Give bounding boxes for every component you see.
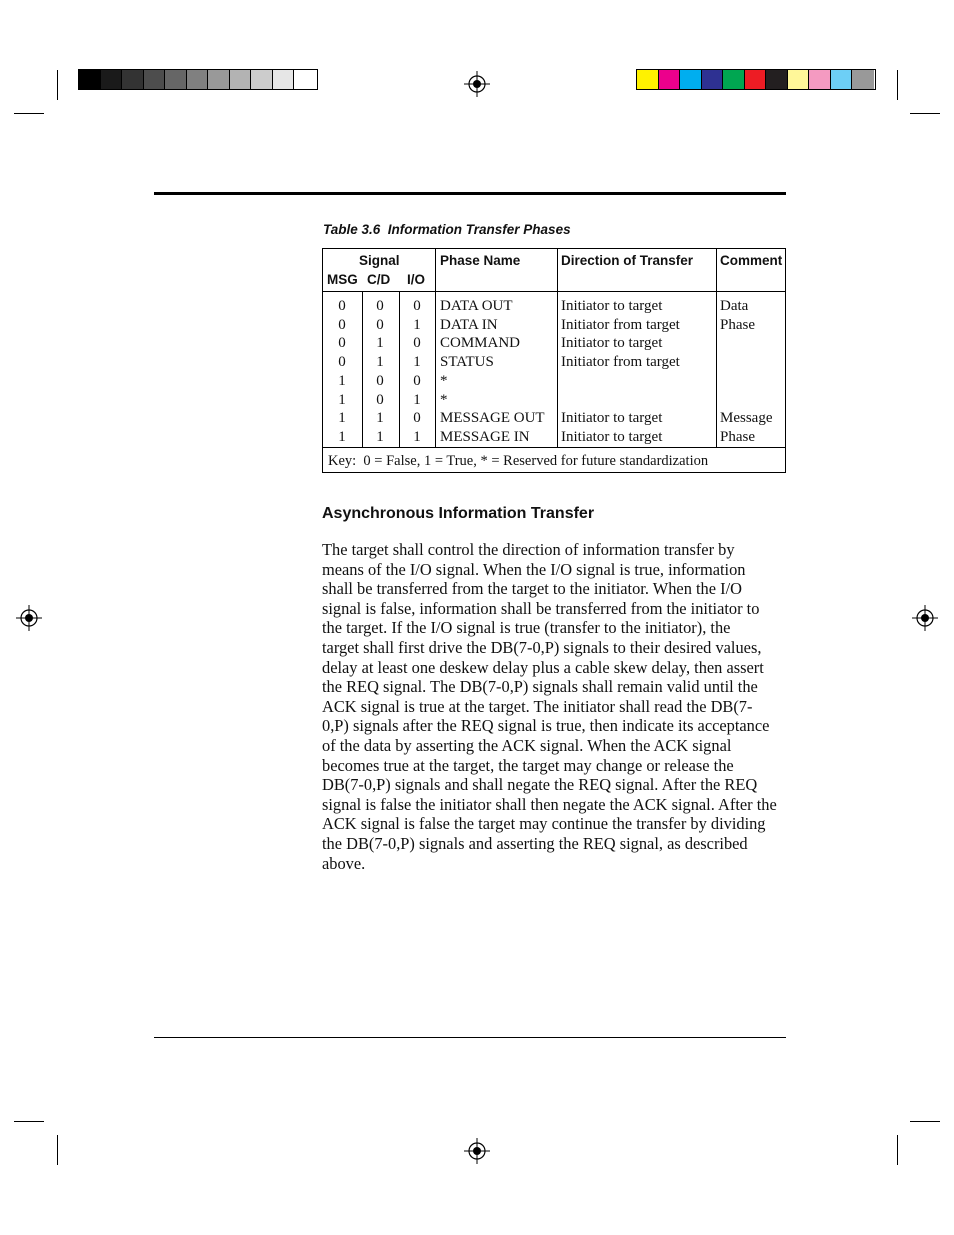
paragraph-line: target shall first drive the DB(7-0,P) signals to their desired values, [322, 637, 762, 657]
table-column-divider [557, 249, 558, 448]
registration-mark-icon [16, 605, 42, 631]
crop-mark [897, 1135, 898, 1165]
paragraph-line: signal is false, information shall be transferred from the initiator to [322, 598, 760, 618]
paragraph-line: 0,P) signals after the REQ signal is true, then indicate its acceptance [322, 716, 770, 736]
color-swatch [788, 70, 810, 89]
table-column-divider [399, 291, 400, 448]
column-cd-values: 0 0 1 1 0 0 1 1 [376, 298, 384, 445]
column-phase-values: DATA OUT DATA IN COMMAND STATUS * * MESSAGE OUT MESSAGE IN [440, 298, 545, 445]
color-swatch [702, 70, 724, 89]
section-body [322, 540, 792, 873]
paragraph-line: ACK signal is false the target may continue the transfer by dividing [322, 814, 766, 834]
color-swatch [723, 70, 745, 89]
crop-mark [897, 70, 898, 100]
column-io-values: 0 1 0 1 0 1 0 1 [413, 298, 421, 445]
crop-mark [57, 1135, 58, 1165]
table-header-divider [323, 291, 785, 292]
table-key-divider [323, 447, 785, 448]
color-swatch [852, 70, 874, 89]
color-swatch [637, 70, 659, 89]
section-title: Asynchronous Information Transfer [322, 505, 595, 522]
color-swatch [294, 70, 316, 89]
crop-mark [910, 113, 940, 114]
color-swatch [809, 70, 831, 89]
header-cd: C/D [367, 272, 391, 287]
color-swatch [680, 70, 702, 89]
column-direction-values: Initiator to target Initiator from target Initiator to target Initiator from target Initiator to target Initiator to target [561, 298, 680, 445]
column-msg-values: 0 0 0 0 1 1 1 1 [338, 298, 346, 445]
color-swatch [745, 70, 767, 89]
crop-mark [57, 70, 58, 100]
footer-rule [154, 1037, 786, 1038]
crop-mark [910, 1121, 940, 1122]
color-swatch-bar [636, 69, 876, 90]
header-signal: Signal [359, 253, 400, 268]
paragraph-line: the REQ signal. The DB(7-0,P) signals shall remain valid until the [322, 677, 758, 697]
color-swatch [122, 70, 144, 89]
paragraph-line: of the data by asserting the ACK signal. When the ACK signal [322, 735, 732, 755]
table-column-divider [362, 291, 363, 448]
table-caption: Table 3.6 Information Transfer Phases [323, 222, 571, 237]
registration-mark-icon [912, 605, 938, 631]
registration-mark-icon [464, 71, 490, 97]
header-phase-name: Phase Name [440, 253, 521, 268]
table-column-divider [716, 249, 717, 448]
color-swatch [165, 70, 187, 89]
table-key: Key: 0 = False, 1 = True, * = Reserved for future standardization [328, 453, 709, 469]
color-swatch [208, 70, 230, 89]
information-transfer-phases-table [322, 248, 786, 473]
paragraph-line: ACK signal is true at the target. The initiator shall read the DB(7- [322, 696, 753, 716]
header-direction: Direction of Transfer [561, 253, 694, 268]
color-swatch [101, 70, 123, 89]
crop-mark [14, 1121, 44, 1122]
table-column-divider [435, 249, 436, 448]
color-swatch [187, 70, 209, 89]
paragraph-line: delay at least one deskew delay plus a cable skew delay, then assert [322, 657, 764, 677]
header-comment: Comment [720, 253, 783, 268]
crop-mark [14, 113, 44, 114]
column-comment-values: Data Phase Message Phase [720, 298, 773, 445]
header-rule [154, 192, 786, 195]
grayscale-swatch-bar [78, 69, 318, 90]
color-swatch [79, 70, 101, 89]
paragraph-line: the DB(7-0,P) signals and asserting the REQ signal, as described [322, 833, 748, 853]
color-swatch [659, 70, 681, 89]
color-swatch [144, 70, 166, 89]
paragraph-line: DB(7-0,P) signals and shall negate the REQ signal. After the REQ [322, 775, 758, 795]
paragraph-line: shall be transferred from the target to the initiator. When the I/O [322, 579, 742, 599]
paragraph-line: the target. If the I/O signal is true (transfer to the initiator), the [322, 618, 731, 638]
paragraph-line: becomes true at the target, the target may change or release the [322, 755, 734, 775]
paragraph-line: The target shall control the direction of information transfer by [322, 540, 735, 559]
header-io: I/O [407, 272, 426, 287]
color-swatch [766, 70, 788, 89]
paragraph-line: signal is false the initiator shall then negate the ACK signal. After the [322, 794, 777, 814]
color-swatch [251, 70, 273, 89]
paragraph-line: above. [322, 853, 366, 873]
header-msg: MSG [327, 272, 358, 287]
color-swatch [230, 70, 252, 89]
color-swatch [273, 70, 295, 89]
color-swatch [831, 70, 853, 89]
paragraph-line: means of the I/O signal. When the I/O signal is true, information [322, 559, 746, 579]
registration-mark-icon [464, 1138, 490, 1164]
